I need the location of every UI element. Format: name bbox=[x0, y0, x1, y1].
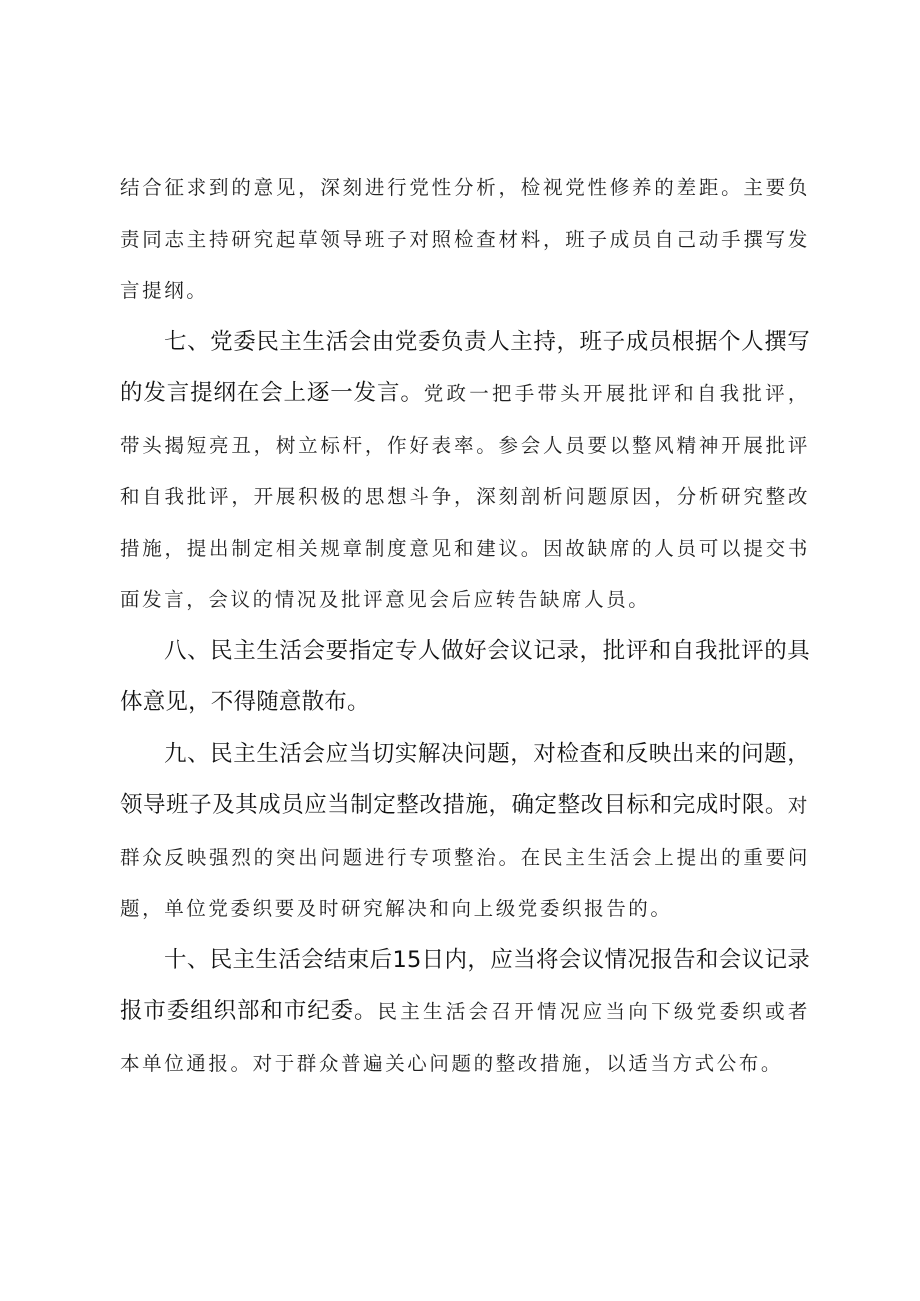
paragraph-text: 民主生活会召开情况应当向下级党委织或者本单位通报。对于群众普遍关心问题的整改措施，以适当方式公布。 bbox=[120, 1000, 810, 1075]
paragraph-heading: 十、民主生活会结束后15日内，应当将会议情况报告和会议记录报市委组织部和市纪委。 bbox=[120, 946, 810, 1024]
paragraph-ten bbox=[120, 935, 810, 1090]
paragraph-heading: 九、民主生活会应当切实解决问题，对检查和反映出来的问题，领导班子及其成员应当制定整改措施，确定整改目标和完成时限。 bbox=[120, 740, 810, 818]
document-body bbox=[120, 162, 810, 1089]
paragraph-nine bbox=[120, 729, 810, 935]
paragraph-heading: 八、民主生活会要指定专人做好会议记录，批评和自我批评的具体意见，不得随意散布。 bbox=[120, 637, 810, 715]
paragraph-eight bbox=[120, 626, 810, 729]
paragraph-seven bbox=[120, 317, 810, 626]
paragraph-text: 对群众反映强烈的突出问题进行专项整治。在民主生活会上提出的重要问题，单位党委织要及时研究解决和向上级党委织报告的。 bbox=[120, 794, 810, 920]
paragraph-continuation bbox=[120, 162, 810, 317]
paragraph-text: 结合征求到的意见，深刻进行党性分析，检视党性修养的差距。主要负责同志主持研究起草领导班子对照检查材料，班子成员自己动手撰写发言提纲。 bbox=[120, 176, 810, 302]
paragraph-text: 党政一把手带头开展批评和自我批评，带头揭短亮丑，树立标杆，作好表率。参会人员要以整风精神开展批评和自我批评，开展积极的思想斗争，深刻剖析问题原因，分析研究整改措施，提出制定相关规章制度意见和建议。因故缺席的人员可以提交书面发言，会议的情况及批评意见会后应转告缺席人员。 bbox=[120, 382, 810, 611]
paragraph-heading: 七、党委民主生活会由党委负责人主持，班子成员根据个人撰写的发言提纲在会上逐一发言。 bbox=[120, 328, 810, 406]
